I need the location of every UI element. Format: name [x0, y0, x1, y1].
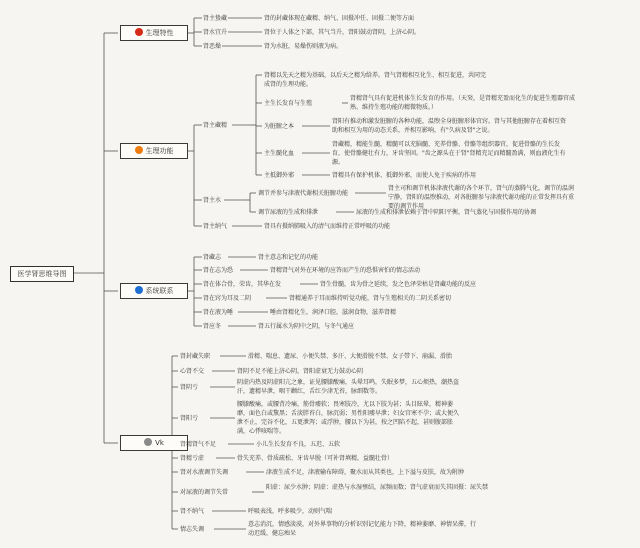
- section-symptoms-title: Vk: [155, 439, 164, 447]
- links-label-6: 肾应冬: [203, 323, 222, 330]
- zangjing-sub3-label: 主生髓化血: [264, 150, 295, 157]
- zangjing-sub4-desc: 肾精具有保护机体、抵御外邪，而使人免于疾病的作用: [332, 172, 477, 179]
- sym-label-3: 肾阴亏: [180, 384, 199, 391]
- sym-desc-10: 意志消沉，情感淡漠，对外界事物的分析识别记忆能力下降，精神萎靡、神情呆滞，行动迟缓，健忘痴呆: [248, 521, 477, 537]
- links-label-2: 肾在志为恐: [203, 267, 234, 274]
- links-label-5: 肾在液为唾: [203, 309, 234, 316]
- section-nature: [120, 25, 188, 41]
- section-links: [120, 283, 188, 299]
- zangjing-label: 肾主藏精: [203, 122, 228, 129]
- nature-label-1: 肾主蛰藏: [203, 15, 228, 22]
- water-sub2-desc: 尿液的生成和排泄依赖于肾中阴阳平衡，肾气蒸化与固摄作用的协调: [356, 209, 537, 216]
- links-desc-6: 肾五行属水为阴中之阴，与冬气通应: [258, 323, 355, 330]
- links-label-1: 肾藏志: [203, 254, 222, 261]
- links-label-3: 肾在体合骨，荣齿，其华在发: [203, 281, 282, 288]
- sym-label-8: 对尿液的调节失常: [180, 489, 229, 496]
- zangjing-sub1-desc: 肾精肾气具有促进机体生长发育的作用。（天癸，是肾精充盈而化生的促进生殖器官成熟、维持生殖功能的精微物质。）: [350, 95, 576, 111]
- sym-desc-1: 滑精、喘息、遗尿、小便失禁、多汗、大便滑脱不禁、女子带下、崩漏、滑胎: [248, 353, 453, 360]
- sym-desc-9: 呼吸表浅，呼多吸少，动则气喘: [248, 508, 333, 515]
- sym-label-1: 肾封藏失职: [180, 353, 211, 360]
- zangjing-sub3-desc: 肾藏精，精能生髓，精髓可以充脑髓、充养骨骼、骨骼等组织器官，促进骨骼的生长发育，使骨骼健壮有力，牙齿坚固。"齿之源头在于肾"肾精充足而精髓盈满，则血液化生有源。: [332, 141, 566, 166]
- water-sub2-label: 调节尿液的生成和排泄: [258, 209, 319, 216]
- links-desc-3: 肾生骨髓，齿为骨之延续，发之色泽荣枯是肾藏功能的反应: [320, 281, 477, 288]
- zangjing-sub4-label: 主抵御外邪: [264, 172, 295, 179]
- section-function: [120, 143, 188, 159]
- nagi-label: 肾主纳气: [203, 223, 228, 230]
- red-circle-icon: [135, 28, 143, 36]
- zangjing-intro: 肾精以先天之精为基础，以后天之精为给养。肾气肾精相互化生、相互促进，共同完成肾的生理功能。: [264, 72, 487, 88]
- links-label-4: 肾在窍为耳及二阴: [203, 295, 252, 302]
- sym-desc-4: 腰膝酸痛，或腰背冷痛，筋骨痿软；畏寒肢冷，尤以下肢为甚；头目眩晕，精神萎靡，面色白或黧黑；舌淡胖苔白，脉沉弱；男性阳痿早泄；妇女宫寒不孕；或大便久泄不止，完谷不化，五更泄泻；或浮肿，腰以下为甚，按之凹陷不起，甚则腹部胀满，心悸咳喘等。: [237, 401, 460, 435]
- sym-label-9: 肾不纳气: [180, 508, 205, 515]
- sym-desc-7: 津液生成不足，津液输布障碍，聚水而从其类也，上下溢与皮肤，故为附肿: [266, 469, 465, 476]
- sym-desc-2: 肾阴不足不能上济心阴，肾阳虚衰无力鼓动心阴: [237, 368, 364, 375]
- sym-label-6: 肾精亏虚: [180, 455, 205, 462]
- root-node: 医学肾思维导图: [10, 266, 74, 282]
- sym-desc-3: 阴虚内热及阴虚阳亢之象，证见腰膝酸痛，头晕耳鸣，失眠多梦，五心烦热，潮热盗汗，遗精早泄，咽干颧红，舌红少津无苔，脉细数等。: [237, 379, 460, 395]
- blue-circle-icon: [135, 286, 143, 294]
- nature-label-3: 肾恶燥: [203, 43, 222, 50]
- sym-label-10: 情志失调: [180, 526, 205, 533]
- zangjing-sub2-label: 为脏腑之本: [264, 123, 295, 130]
- links-desc-1: 肾主意志和记忆的功能: [258, 254, 319, 261]
- section-symptoms: [120, 435, 188, 451]
- nature-desc-2: 肾位于人体之下部，其气当升，肾阳鼓动肾阴，上济心阴。: [264, 29, 421, 36]
- gray-circle-icon: [144, 438, 152, 446]
- links-desc-5: 唾由肾精化生，润泽口腔，滋润食物，滋养肾精: [270, 309, 397, 316]
- orange-circle-icon: [135, 146, 143, 154]
- links-desc-4: 肾精通养于耳而维持听觉功能，肾与生殖相关的二阴关系密切: [289, 295, 452, 302]
- section-links-title: 系统联系: [145, 287, 174, 295]
- nature-label-2: 肾水宜升: [203, 29, 228, 36]
- sym-label-2: 心肾不交: [180, 368, 205, 375]
- sym-desc-8: 阳虚：尿少水肿；阴虚：虚热与水湿壅结，尿频而数；肾气虚衰而失其固摄：尿失禁: [266, 484, 489, 491]
- sym-desc-5: 小儿生长发育不良，五迟、五软: [256, 441, 341, 448]
- nature-desc-1: 肾的封藏体现在藏精、纳气、固摄冲任、固摄二便等方面: [264, 15, 415, 22]
- water-sub1-desc: 肾主司和调节机体津液代谢的各个环节，肾气的蒸腾气化，调节的温润宁静，肾阳的温煦推动，对各脏腑参与津液代谢功能的正常发挥具有重要的调节作用: [388, 185, 575, 210]
- nature-desc-3: 肾为水脏，易燥伤则液为病。: [264, 43, 343, 50]
- links-desc-2: 肾精肾气对外在环境的应答而产生的恐惧害怕的情志活动: [270, 267, 421, 274]
- sym-label-5: 肾精肾气不足: [180, 441, 217, 448]
- sym-label-7: 肾对水液调节失调: [180, 469, 229, 476]
- sym-label-4: 肾阳亏: [180, 415, 199, 422]
- water-label: 肾主水: [203, 197, 222, 204]
- water-sub1-label: 调节并参与津液代谢相关脏腑功能: [258, 190, 349, 197]
- sym-desc-6: 骨失充养、骨质疏松、牙齿早脱（可补肾填精，益髓壮骨）: [237, 455, 394, 462]
- nagi-desc: 肾具有摄纳肺吸入的清气而维持正常呼吸的功能: [264, 223, 391, 230]
- zangjing-sub1-label: 主生长发育与生殖: [264, 100, 313, 107]
- section-nature-title: 生理特性: [145, 29, 174, 37]
- zangjing-sub2-desc: 肾阳有推动和激发脏腑的各种功能，温煦全身脏腑形体官窍。肾与其他脏腑存在着相互资助和相互为用的动态关系，并相互影响，有"久病及肾"之说。: [332, 118, 567, 134]
- section-function-title: 生理功能: [145, 147, 174, 155]
